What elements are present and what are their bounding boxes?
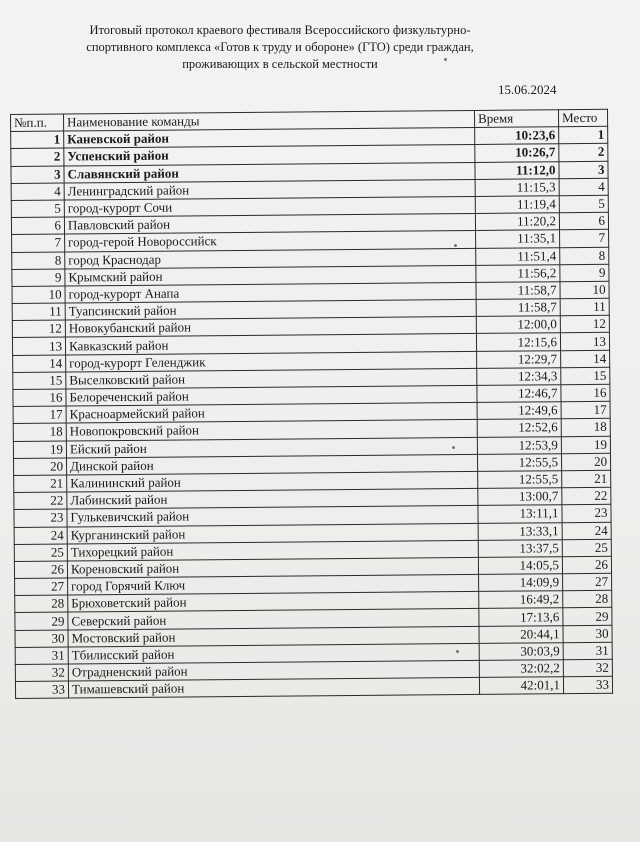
team-place: 23 [562,505,611,523]
row-number: 5 [11,200,64,218]
team-name: Тихорецкий район [67,540,478,561]
team-place: 15 [561,367,610,385]
team-name: Новокубанский район [65,317,476,338]
team-place: 27 [563,573,612,591]
team-name: город Краснодар [65,248,476,269]
team-place: 28 [563,591,612,609]
team-name: город Горячий Ключ [68,574,479,595]
team-time: 11:58,7 [476,282,560,300]
team-time: 42:01,1 [479,677,563,695]
team-place: 12 [560,316,609,334]
team-place: 26 [562,556,611,574]
row-number: 24 [14,527,67,545]
team-time: 10:26,7 [475,144,559,162]
team-name: Туапсинский район [65,300,476,321]
team-place: 32 [563,659,612,677]
team-place: 16 [561,384,610,402]
team-time: 11:51,4 [476,247,560,265]
team-name: Кавказский район [65,334,476,355]
team-place: 8 [560,247,609,265]
team-name: Тбилисский район [68,643,479,664]
row-number: 2 [11,148,64,166]
team-place: 10 [560,281,609,299]
team-place: 7 [560,230,609,248]
team-name: Северский район [68,609,479,630]
team-time: 12:49,6 [477,402,561,420]
paper-speck [444,58,447,61]
team-place: 4 [559,178,608,196]
team-place: 6 [559,212,608,230]
team-time: 12:29,7 [477,350,561,368]
row-number: 15 [13,372,66,390]
column-header-place: Место [558,109,607,127]
team-name: Павловский район [64,214,475,235]
team-time: 32:02,2 [479,660,563,678]
team-name: город-курорт Геленджик [66,351,477,372]
row-number: 21 [14,475,67,493]
column-header-number: №п.п. [11,114,64,132]
team-place: 33 [563,676,612,694]
team-time: 11:56,2 [476,264,560,282]
column-header-time: Время [474,110,558,128]
team-place: 25 [562,539,611,557]
row-number: 22 [14,492,67,510]
team-name: Кореновский район [67,557,478,578]
team-time: 12:53,9 [477,436,561,454]
team-time: 11:58,7 [476,299,560,317]
row-number: 25 [14,544,67,562]
team-place: 3 [559,161,608,179]
team-place: 17 [561,401,610,419]
team-place: 9 [560,264,609,282]
row-number: 19 [13,441,66,459]
row-number: 4 [11,183,64,201]
team-name: Белореченский район [66,385,477,406]
team-time: 30:03,9 [479,643,563,661]
team-place: 29 [563,608,612,626]
team-name: Брюховетский район [68,592,479,613]
team-time: 17:13,6 [479,608,563,626]
team-name: город-курорт Анапа [65,282,476,303]
team-name: Курганинский район [67,523,478,544]
team-place: 30 [563,625,612,643]
team-time: 11:15,3 [475,178,559,196]
row-number: 3 [11,166,64,184]
team-place: 19 [561,436,610,454]
team-time: 13:37,5 [478,539,562,557]
team-time: 20:44,1 [479,625,563,643]
team-name: Лабинский район [67,489,478,510]
paper-speck [456,650,459,653]
paper-speck [452,446,455,449]
team-time: 12:34,3 [477,368,561,386]
team-name: Ейский район [66,437,477,458]
team-place: 21 [562,470,611,488]
team-time: 11:12,0 [475,161,559,179]
row-number: 7 [12,234,65,252]
paper-speck [454,244,457,247]
team-place: 11 [560,298,609,316]
row-number: 23 [14,509,67,527]
team-time: 10:23,6 [475,127,559,145]
row-number: 8 [12,252,65,270]
team-time: 13:33,1 [478,522,562,540]
team-place: 24 [562,522,611,540]
row-number: 16 [13,389,66,407]
team-name: Выселковский район [66,368,477,389]
row-number: 29 [15,612,68,630]
document-date: 15.06.2024 [498,82,557,97]
team-name: Динской район [67,454,478,475]
row-number: 32 [15,664,68,682]
row-number: 33 [15,681,68,699]
row-number: 14 [13,355,66,373]
row-number: 28 [15,595,68,613]
team-place: 13 [560,333,609,351]
row-number: 12 [12,320,65,338]
row-number: 30 [15,630,68,648]
results-table [10,109,613,700]
column-header-team: Наименование команды [64,110,475,131]
team-name: Крымский район [65,265,476,286]
team-name: город-курорт Сочи [64,196,475,217]
row-number: 11 [12,303,65,321]
team-time: 12:15,6 [476,333,560,351]
team-name: Гулькевичский район [67,506,478,527]
team-time: 12:00,0 [476,316,560,334]
team-name: Славянский район [64,162,475,183]
team-place: 14 [561,350,610,368]
team-time: 16:49,2 [479,591,563,609]
team-time: 13:00,7 [478,488,562,506]
team-time: 12:55,5 [477,453,561,471]
document-title: Итоговый протокол краевого фестиваля Всероссийского физкультурно-спортивного комплекса «Готов к труду и обороне» (ГТО) среди граждан, проживающих в сельской местности [86,23,474,71]
team-name: Новопокровский район [66,420,477,441]
row-number: 20 [14,458,67,476]
team-place: 20 [561,453,610,471]
team-name: Отрадненский район [68,660,479,681]
team-time: 14:05,5 [478,557,562,575]
team-time: 13:11,1 [478,505,562,523]
team-place: 31 [563,642,612,660]
row-number: 17 [13,406,66,424]
team-time: 12:46,7 [477,385,561,403]
team-time: 12:52,6 [477,419,561,437]
row-number: 10 [12,286,65,304]
team-time: 12:55,5 [478,471,562,489]
team-name: Каневской район [64,128,475,149]
row-number: 9 [12,269,65,287]
row-number: 6 [11,217,64,235]
row-number: 26 [14,561,67,579]
row-number: 1 [11,131,64,149]
team-place: 22 [562,487,611,505]
team-place: 18 [561,419,610,437]
team-name: Мостовский район [68,626,479,647]
team-time: 11:20,2 [475,213,559,231]
row-number: 13 [12,337,65,355]
team-name: город-герой Новороссийск [65,231,476,252]
team-place: 5 [559,195,608,213]
team-time: 11:35,1 [476,230,560,248]
team-name: Ленинградский район [64,179,475,200]
row-number: 18 [13,423,66,441]
team-name: Успенский район [64,145,475,166]
team-place: 2 [559,144,608,162]
team-time: 14:09,9 [479,574,563,592]
team-name: Калининский район [67,471,478,492]
row-number: 27 [15,578,68,596]
team-time: 11:19,4 [475,196,559,214]
team-place: 1 [559,126,608,144]
row-number: 31 [15,647,68,665]
team-name: Тимашевский район [68,678,479,699]
team-name: Красноармейский район [66,403,477,424]
